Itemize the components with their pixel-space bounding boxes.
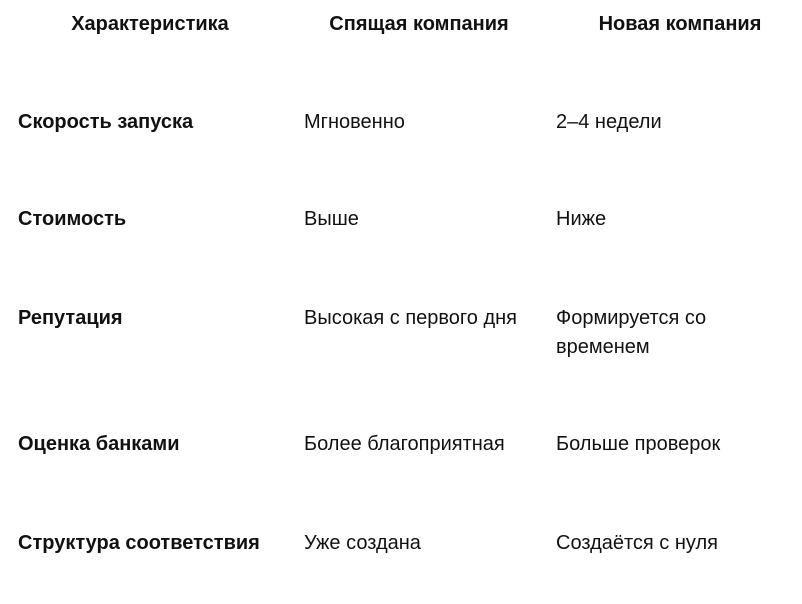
header-dormant-company: Спящая компания — [329, 13, 509, 35]
row-new-value: Ниже — [556, 208, 607, 230]
row-dormant-value: Уже создана — [304, 532, 421, 554]
row-characteristic: Скорость запуска — [18, 111, 194, 133]
row-characteristic: Структура соответствия — [18, 532, 260, 554]
header-characteristic: Характеристика — [71, 13, 229, 35]
row-characteristic: Оценка банками — [18, 433, 180, 455]
row-characteristic: Стоимость — [18, 208, 127, 230]
table-header-row — [0, 0, 802, 50]
row-new-value: 2–4 недели — [556, 111, 662, 133]
row-new-value: Создаётся с нуля — [556, 532, 718, 554]
row-dormant-value: Мгновенно — [304, 111, 405, 133]
row-dormant-value: Высокая с первого дня — [304, 307, 517, 329]
row-dormant-value: Более благоприятная — [304, 433, 505, 455]
header-new-company: Новая компания — [598, 13, 762, 35]
row-new-value: Формируется со временем — [556, 307, 707, 358]
row-dormant-value: Выше — [304, 208, 359, 230]
row-new-value: Больше проверок — [556, 433, 721, 455]
row-characteristic: Репутация — [18, 307, 123, 329]
